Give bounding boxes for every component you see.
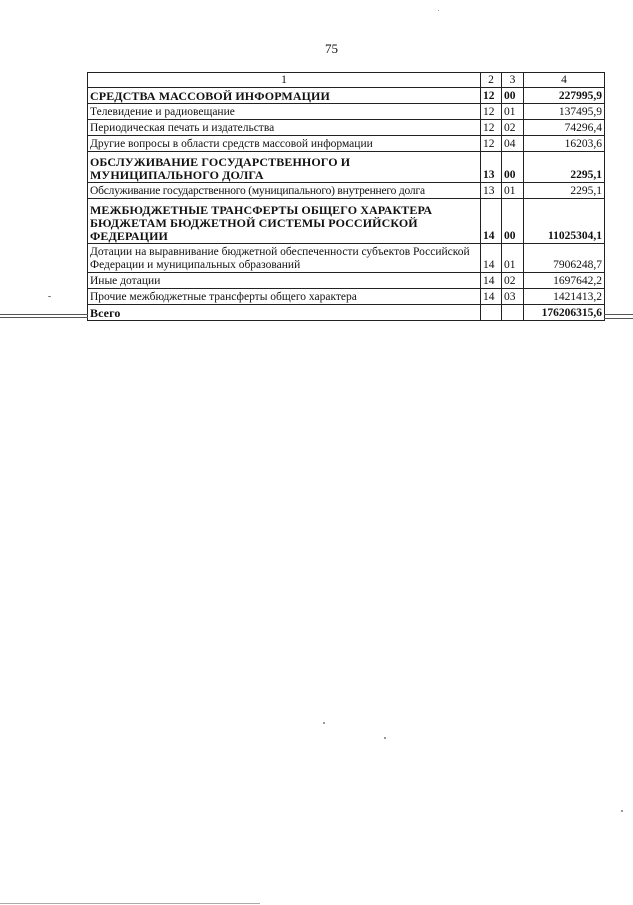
row-section: 14 (481, 244, 502, 273)
table-row (88, 199, 605, 244)
scan-speck (48, 296, 51, 297)
table-row (88, 88, 605, 104)
row-name: Всего (88, 305, 481, 321)
row-name: Обслуживание государственного (муниципального) внутреннего долга (88, 183, 481, 199)
row-subsection: 01 (502, 183, 524, 199)
table-row-total (88, 305, 605, 321)
row-section: 13 (481, 152, 502, 183)
row-name: СРЕДСТВА МАССОВОЙ ИНФОРМАЦИИ (88, 88, 481, 104)
scan-artifact-line (604, 318, 633, 319)
row-section: 12 (481, 136, 502, 152)
row-name: ОБСЛУЖИВАНИЕ ГОСУДАРСТВЕННОГО И МУНИЦИПАЛЬНОГО ДОЛГА (88, 152, 481, 183)
scan-artifact-line (0, 317, 88, 318)
table-row (88, 289, 605, 305)
header-col-1: 1 (88, 73, 481, 88)
header-col-3: 3 (502, 73, 524, 88)
row-section: 14 (481, 273, 502, 289)
row-subsection: 00 (502, 199, 524, 244)
scan-speck (438, 10, 439, 11)
table-header-row (88, 73, 605, 88)
budget-table (87, 72, 605, 321)
row-value: 1421413,2 (524, 289, 605, 305)
row-subsection (502, 305, 524, 321)
row-value: 1697642,2 (524, 273, 605, 289)
row-subsection: 04 (502, 136, 524, 152)
row-section: 13 (481, 183, 502, 199)
row-name: Дотации на выравнивание бюджетной обеспеченности субъектов Российской Федерации и муниципальных образований (88, 244, 481, 273)
row-section: 12 (481, 104, 502, 120)
row-value: 176206315,6 (524, 305, 605, 321)
row-name: Телевидение и радиовещание (88, 104, 481, 120)
row-section: 14 (481, 199, 502, 244)
row-section: 12 (481, 88, 502, 104)
row-section (481, 305, 502, 321)
row-section: 14 (481, 289, 502, 305)
row-name: Прочие межбюджетные трансферты общего характера (88, 289, 481, 305)
table-row (88, 136, 605, 152)
row-subsection: 02 (502, 273, 524, 289)
row-value: 11025304,1 (524, 199, 605, 244)
row-name: Другие вопросы в области средств массовой информации (88, 136, 481, 152)
table-row (88, 120, 605, 136)
row-subsection: 02 (502, 120, 524, 136)
scan-artifact-line (604, 314, 633, 315)
table-row (88, 273, 605, 289)
row-subsection: 01 (502, 244, 524, 273)
page-number: 75 (325, 41, 338, 56)
scan-speck (621, 810, 623, 812)
row-name: Иные дотации (88, 273, 481, 289)
row-name: МЕЖБЮДЖЕТНЫЕ ТРАНСФЕРТЫ ОБЩЕГО ХАРАКТЕРА БЮДЖЕТАМ БЮДЖЕТНОЙ СИСТЕМЫ РОССИЙСКОЙ ФЕДЕРАЦИИ (88, 199, 481, 244)
row-subsection: 03 (502, 289, 524, 305)
scan-speck (384, 737, 386, 739)
row-subsection: 00 (502, 152, 524, 183)
scan-artifact-line (0, 314, 88, 315)
row-value: 2295,1 (524, 152, 605, 183)
scan-artifact-line (0, 903, 260, 904)
row-subsection: 01 (502, 104, 524, 120)
row-value: 227995,9 (524, 88, 605, 104)
row-value: 7906248,7 (524, 244, 605, 273)
table-row (88, 152, 605, 183)
row-value: 137495,9 (524, 104, 605, 120)
table-row (88, 104, 605, 120)
table-row (88, 244, 605, 273)
row-value: 16203,6 (524, 136, 605, 152)
header-col-4: 4 (524, 73, 605, 88)
row-value: 74296,4 (524, 120, 605, 136)
row-value: 2295,1 (524, 183, 605, 199)
row-subsection: 00 (502, 88, 524, 104)
row-name: Периодическая печать и издательства (88, 120, 481, 136)
row-section: 12 (481, 120, 502, 136)
table-row (88, 183, 605, 199)
header-col-2: 2 (481, 73, 502, 88)
scan-speck (323, 722, 325, 724)
